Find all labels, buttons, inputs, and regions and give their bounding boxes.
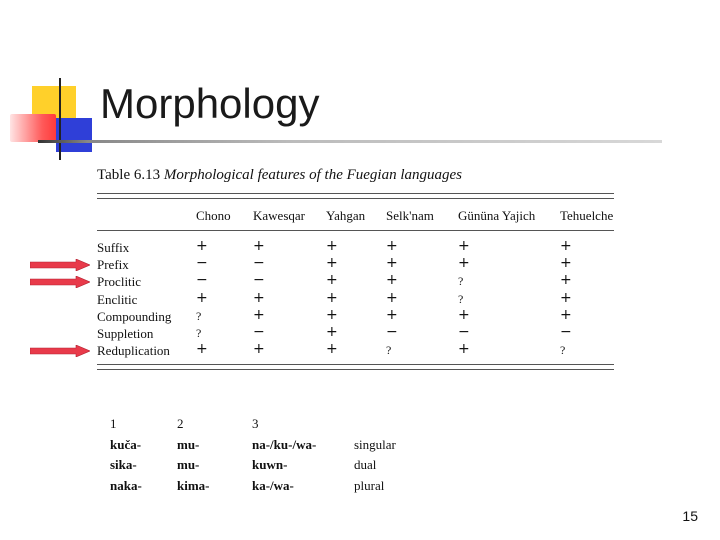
page-number: 15 [682,508,698,524]
table-caption-text: Morphological features of the Fuegian languages [163,167,463,183]
column-header: Chono [196,208,231,223]
row-label: Prefix [97,257,129,273]
table-cell: + [326,272,338,289]
table-cell: + [386,255,398,272]
right-arrow-icon [30,276,90,288]
row-label: Suffix [97,240,130,255]
vertical-line-decoration [59,78,61,160]
table-caption [97,167,462,184]
example-morpheme: na-/ku-/wa- [252,436,317,452]
table-cell: + [196,238,208,254]
example-gloss: plural [354,477,385,493]
table-cell: + [253,238,265,254]
example-column-header: 2 [177,416,184,431]
table-cell: − [253,324,265,340]
table-bottom-rule-2 [97,369,614,370]
table-cell: + [560,306,572,323]
right-arrow-icon [30,259,90,271]
table-cell: + [326,306,338,323]
table-cell: + [560,255,572,272]
column-header: Yahgan [326,208,366,223]
table-cell: − [196,272,208,289]
table-cell: + [326,255,338,272]
table-cell: ? [458,291,464,306]
table-cell: ? [458,274,464,289]
example-morpheme: kima- [177,477,210,493]
example-morpheme: sika- [110,457,137,472]
slide-logo [0,0,100,170]
table-cell: + [253,289,265,306]
table-cell: − [196,255,208,272]
table-cell: + [253,341,265,358]
table-cell: − [253,272,265,289]
table-cell: − [253,255,265,272]
title-underline [38,140,662,143]
column-header: Gününa Yajich [458,208,536,223]
table-cell: + [386,306,398,323]
table-cell: + [326,341,338,358]
row-label: Proclitic [97,274,142,290]
table-cell: + [253,306,265,323]
row-label: Compounding [97,308,172,324]
table-cell: + [196,289,208,306]
table-cell: ? [196,308,202,323]
table-cell: − [386,324,398,340]
table-cell: ? [560,343,566,358]
column-header: Kawesqar [253,208,305,223]
page-title: Morphology [100,80,320,127]
table-cell: + [560,238,572,254]
table-cell: + [326,324,338,340]
red-square-decoration [10,114,56,142]
table-cell: + [458,306,470,323]
example-column-header: 3 [252,416,259,431]
table-top-rule-2 [97,198,614,199]
table-cell: + [326,238,338,254]
row-label: Suppletion [97,326,154,341]
table-top-rule [97,193,614,194]
table-cell: − [458,324,470,340]
table-bottom-rule [97,364,614,365]
column-header: Tehuelche [560,208,614,223]
example-morpheme: kuwn- [252,457,288,472]
table-cell: ? [386,343,392,358]
example-morpheme: kuča- [110,436,142,452]
example-morpheme: naka- [110,477,142,493]
blue-square-decoration [56,118,92,152]
example-morpheme: mu- [177,457,200,472]
row-label: Enclitic [97,291,138,307]
table-cell: + [560,289,572,306]
table-cell: + [458,238,470,254]
table-cell: + [326,289,338,306]
table-cell: + [458,341,470,358]
table-cell: + [386,238,398,254]
table-header-rule [97,230,614,231]
row-label: Reduplication [97,343,170,359]
table-cell: ? [196,326,202,340]
table-cell: − [560,324,572,340]
example-morpheme: mu- [177,436,200,452]
table-cell: + [196,341,208,358]
table-cell: + [386,289,398,306]
example-gloss: dual [354,457,377,472]
table-cell: + [458,255,470,272]
table-cell: + [560,272,572,289]
example-gloss: singular [354,436,396,452]
column-header: Selk'nam [386,208,434,223]
right-arrow-icon [30,345,90,357]
example-column-header: 1 [110,416,117,431]
table-caption-number: Table 6.13 [97,167,161,183]
example-morpheme: ka-/wa- [252,477,294,493]
table-cell: + [386,272,398,289]
